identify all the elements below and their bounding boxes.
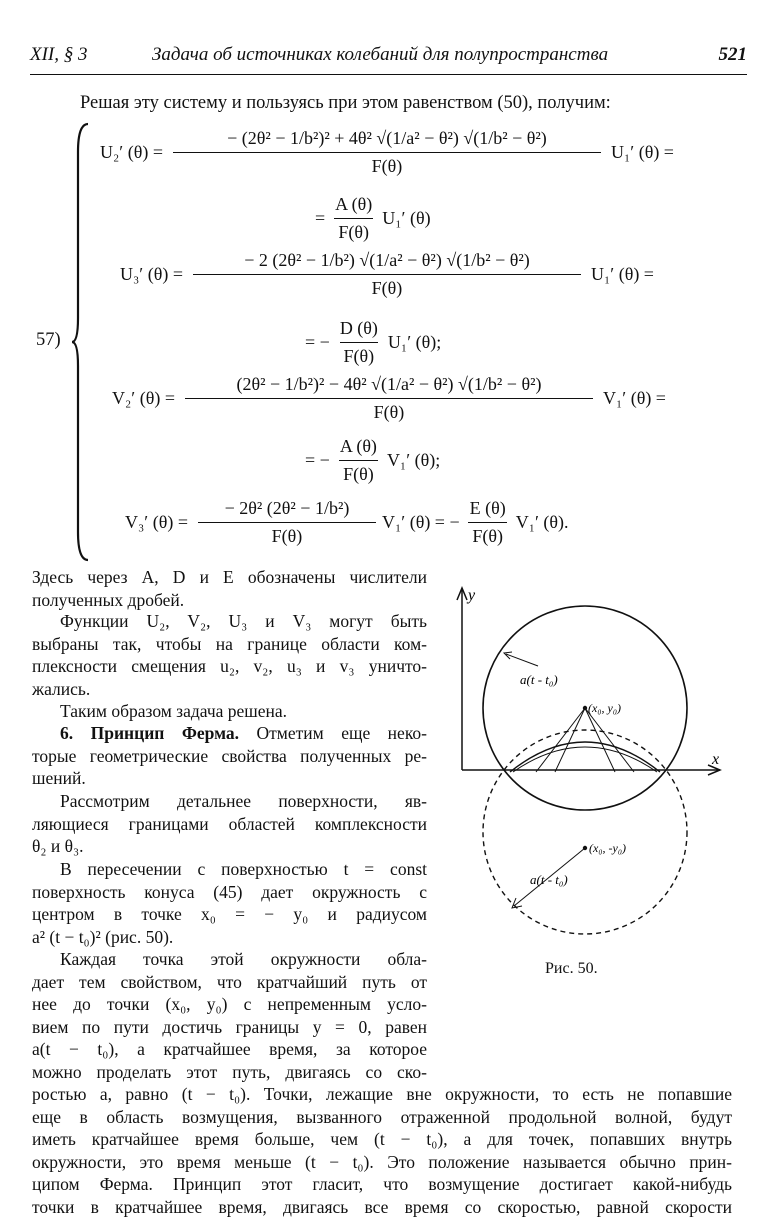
eq-lhs: V₂′ (θ) =: [112, 388, 175, 409]
figure-caption: Рис. 50.: [545, 960, 598, 978]
text-line: окружности, это время меньше (t − t₀). Это положение называется обычно прин-: [32, 1151, 732, 1174]
fraction: [466, 498, 510, 547]
eq-rhs: U₁′ (θ) =: [611, 142, 674, 163]
denominator: F(θ): [468, 522, 507, 547]
figure-50: [438, 580, 728, 980]
text-line: Каждая точка этой окружности обла-: [32, 948, 427, 971]
equation-u3: [120, 250, 654, 299]
denominator: F(θ): [185, 398, 593, 423]
text-line: шений.: [32, 767, 427, 790]
text-line: Функции U₂, V₂, U₃ и V₃ могут быть: [32, 610, 427, 633]
text-line: еще в область возмущения, вызванного отраженной продольной волной, будут: [32, 1106, 732, 1129]
running-head: [30, 44, 747, 72]
text-line: Рассмотрим детальнее поверхности, яв-: [32, 790, 427, 813]
denominator: F(θ): [173, 152, 601, 177]
running-title: Задача об источниках колебаний для полупространства: [152, 44, 608, 66]
numerator: A (θ): [336, 436, 381, 460]
eq-lhs: = −: [305, 332, 330, 353]
equation-u2-cont: [315, 194, 431, 243]
text-line: [32, 722, 427, 745]
equation-v3: [125, 498, 569, 547]
y-axis-label: y: [466, 587, 476, 604]
eq-rhs: U₁′ (θ);: [388, 332, 441, 353]
eq-rhs: V₁′ (θ).: [516, 512, 569, 533]
fraction: [193, 250, 581, 299]
paragraph-functions: [32, 610, 427, 700]
radius-label-top: a(t - t₀): [520, 672, 558, 687]
text-line: В пересечении с поверхностью t = const: [32, 858, 427, 881]
numerator: E (θ): [466, 498, 510, 522]
radius-label-bottom: a(t - t₀): [530, 872, 568, 887]
text-line: плексности смещения u₂, v₂, u₃ и v₃ уничто-: [32, 655, 427, 678]
text-line: дает тем свойством, что кратчайший путь от: [32, 971, 427, 994]
text-line: центром в точке x₀ = − y₀ и радиусом: [32, 903, 427, 926]
ray: [555, 708, 585, 772]
numerator: D (θ): [336, 318, 382, 342]
text-line: выбраны так, чтобы на границе области ком-: [32, 633, 427, 656]
paragraph-intersection: [32, 858, 427, 948]
fraction: [198, 498, 376, 547]
header-rule: [30, 74, 747, 75]
equation-system-57: [30, 122, 730, 562]
radius-line-top: [506, 654, 538, 666]
equation-u2: [100, 128, 674, 177]
eq-rhs: U₁′ (θ) =: [591, 264, 654, 285]
paragraph-each-point: [32, 948, 427, 1083]
denominator: F(θ): [339, 460, 378, 485]
text-line: полученных дробей.: [32, 589, 427, 612]
equation-u3-cont: [305, 318, 441, 367]
paragraph-solved: [32, 700, 427, 723]
page-number: 521: [719, 44, 748, 66]
text-line: точки в кратчайшее время, двигаясь все время со скоростью, равной скорости: [32, 1196, 732, 1218]
intro-line: Решая эту систему и пользуясь при этом равенством (50), получим:: [80, 93, 611, 114]
denominator: F(θ): [340, 342, 379, 367]
ray: [585, 708, 634, 772]
text-line: поверхность конуса (45) дает окружность с: [32, 881, 427, 904]
eq-lhs: = −: [305, 450, 330, 471]
eq-lhs: U₃′ (θ) =: [120, 264, 183, 285]
ray: [585, 708, 615, 772]
denominator: F(θ): [193, 274, 581, 299]
paragraph-fermat-principle: [32, 1083, 732, 1218]
wavefront-arc-inner: [513, 747, 657, 772]
eq-rhs: V₁′ (θ) =: [603, 388, 666, 409]
text-line: a² (t − t₀)² (рис. 50).: [32, 926, 427, 949]
section-heading: 6. Принцип Ферма.: [60, 723, 239, 743]
text-line: Таким образом задача решена.: [32, 700, 427, 723]
eq-lhs: V₃′ (θ) =: [125, 512, 188, 533]
numerator: − 2θ² (2θ² − 1/b²): [221, 498, 354, 522]
fraction: [336, 318, 382, 367]
fraction: [336, 436, 381, 485]
text-line: ципом Ферма. Принцип этот гласит, что возмущение достигает какой-нибудь: [32, 1173, 732, 1196]
mirror-point-label: (x₀, -y₀): [589, 841, 626, 855]
numerator: − 2 (2θ² − 1/b²) √(1/a² − θ²) √(1/b² − θ²): [240, 250, 534, 274]
text-line: торые геометрические свойства полученных ре-: [32, 745, 427, 768]
equation-v2-cont: [305, 436, 440, 485]
text-line: Здесь через A, D и E обозначены числители: [32, 566, 427, 589]
eq-rhs: V₁′ (θ);: [387, 450, 440, 471]
ray: [536, 708, 585, 772]
denominator: F(θ): [198, 522, 376, 547]
text-line: θ₂ и θ₃.: [32, 835, 427, 858]
paragraph-fermat: [32, 722, 427, 790]
section-number: XII, § 3: [30, 44, 88, 66]
paragraph-numerators: [32, 566, 427, 611]
text-line: иметь кратчайшее время больше, чем (t − t₀), а для точек, попавших внутрь: [32, 1128, 732, 1151]
left-brace: [70, 122, 94, 562]
text-line: вием по пути достичь границы y = 0, равен: [32, 1016, 427, 1039]
equation-number: 57): [36, 330, 61, 351]
eq-lhs: U₂′ (θ) =: [100, 142, 163, 163]
text-line: можно проделать этот путь, двигаясь со ско-: [32, 1061, 427, 1084]
eq-rhs: U₁′ (θ): [382, 208, 430, 229]
text-line: ляющиеся границами областей комплексности: [32, 813, 427, 836]
source-point-label: (x₀, y₀): [588, 701, 621, 715]
paragraph-surfaces: [32, 790, 427, 858]
numerator: − (2θ² − 1/b²)² + 4θ² √(1/a² − θ²) √(1/b² − θ²): [223, 128, 551, 152]
text-fragment: Отметим еще неко-: [257, 723, 428, 743]
fraction: [185, 374, 593, 423]
text-line: ростью a, равно (t − t₀). Точки, лежащие вне окружности, то есть не попавшие: [32, 1083, 732, 1106]
x-axis-label: x: [711, 751, 719, 768]
equation-v2: [112, 374, 666, 423]
eq-middle: V₁′ (θ) = −: [382, 512, 460, 533]
text-line: жались.: [32, 678, 427, 701]
fraction: [173, 128, 601, 177]
eq-lhs: =: [315, 208, 325, 229]
numerator: A (θ): [331, 194, 376, 218]
source-point: [583, 706, 587, 710]
text-line: нее до точки (x₀, y₀) с непременным усло-: [32, 993, 427, 1016]
fraction: [331, 194, 376, 243]
denominator: F(θ): [334, 218, 373, 243]
text-line: a(t − t₀), а кратчайшее время, за которое: [32, 1038, 427, 1061]
numerator: (2θ² − 1/b²)² − 4θ² √(1/a² − θ²) √(1/b² − θ²): [232, 374, 545, 398]
